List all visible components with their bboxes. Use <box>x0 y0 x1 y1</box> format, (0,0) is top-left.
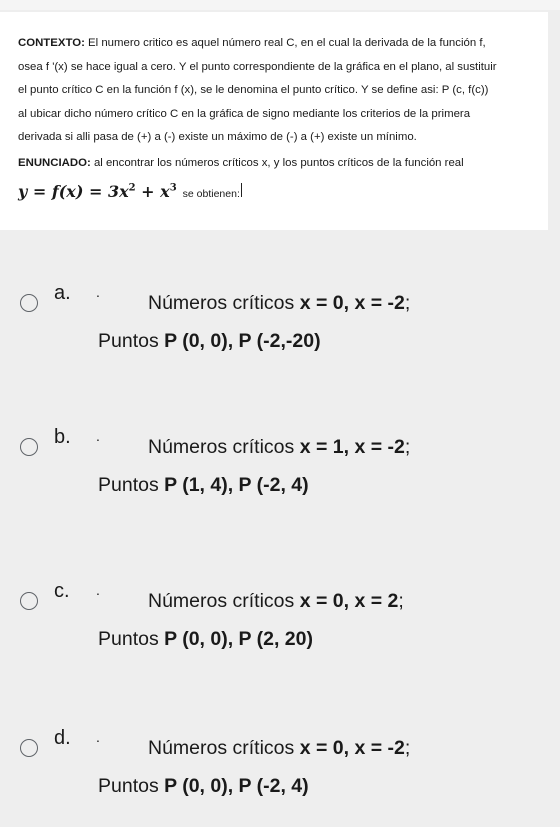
option-b-line1-values: x = 1, x = -2 <box>299 436 405 458</box>
statement-label: ENUNCIADO: <box>18 156 91 169</box>
option-d-radio[interactable] <box>20 739 38 757</box>
option-d[interactable] <box>0 727 548 827</box>
option-a-line1-suffix: ; <box>404 292 411 314</box>
option-c-letter: c. <box>54 580 70 602</box>
context-line-4: al ubicar dicho número crítico C en la gráfica de signo mediante los criterios de la primera <box>18 107 471 120</box>
option-a[interactable] <box>0 282 548 382</box>
top-strip <box>0 0 560 10</box>
option-b-line2-prefix: Puntos <box>98 474 165 496</box>
formula-mid: + x <box>135 181 170 201</box>
option-b-critical-numbers <box>148 436 410 459</box>
text-caret <box>241 183 242 197</box>
formula-exponent-1: 2 <box>128 182 136 194</box>
option-c-line2-values: P (0, 0), P (2, 20) <box>164 628 313 650</box>
option-c-dot: . <box>96 582 100 598</box>
formula-line <box>18 182 538 201</box>
option-d-points <box>98 775 309 798</box>
option-c-critical-numbers <box>148 590 404 613</box>
option-d-line1-prefix: Números críticos <box>148 737 300 759</box>
context-label: CONTEXTO: <box>18 37 85 49</box>
option-b-dot: . <box>96 428 100 444</box>
statement-text: al encontrar los números críticos x, y los puntos críticos de la función real <box>90 156 464 169</box>
option-a-line2-values: P (0, 0), P (-2,-20) <box>164 330 321 352</box>
option-c-line1-suffix: ; <box>398 590 404 612</box>
option-b-line2-values: P (1, 4), P (-2, 4) <box>164 474 309 496</box>
formula-exponent-2: 3 <box>169 182 177 194</box>
option-d-line1-values: x = 0, x = -2 <box>299 737 405 759</box>
option-a-critical-numbers <box>148 292 410 315</box>
option-d-letter: d. <box>54 727 71 749</box>
context-line-3: el punto crítico C en la función f (x), se le denomina el punto crítico. Y se define asi: P (c, f(c)) <box>18 84 489 97</box>
statement-paragraph <box>18 152 538 174</box>
option-a-line1-values: x = 0, x = -2 <box>299 292 405 314</box>
context-line-2: osea f '(x) se hace igual a cero. Y el punto correspondiente de la gráfica en el plano, al sustituir <box>18 60 497 73</box>
option-a-line1-prefix: Números críticos <box>148 292 300 314</box>
option-b-line1-suffix: ; <box>404 436 411 458</box>
option-d-line2-values: P (0, 0), P (-2, 4) <box>164 775 309 797</box>
option-b-letter: b. <box>54 426 71 448</box>
formula-prefix: y = f(x) = 3x <box>18 181 129 201</box>
function-formula <box>18 182 177 201</box>
option-a-letter: a. <box>54 282 71 304</box>
option-a-line2-prefix: Puntos <box>98 330 165 352</box>
option-c-line2-prefix: Puntos <box>98 628 165 650</box>
option-c-points <box>98 628 313 651</box>
option-d-line2-prefix: Puntos <box>98 775 165 797</box>
context-paragraph <box>18 32 538 150</box>
formula-tail: se obtienen: <box>182 187 240 200</box>
option-d-dot: . <box>96 729 100 745</box>
option-b-points <box>98 474 309 497</box>
option-a-points <box>98 330 321 353</box>
option-d-line1-suffix: ; <box>404 737 411 759</box>
context-line-5: derivada si alli pasa de (+) a (-) existe un máximo de (-) a (+) existe un mínimo. <box>18 131 417 144</box>
option-a-dot: . <box>96 284 100 300</box>
option-c-line1-values: x = 0, x = 2 <box>299 590 399 612</box>
context-line-1: El numero critico es aquel número real C, en el cual la derivada de la función f, <box>84 37 486 49</box>
option-b-radio[interactable] <box>20 438 38 456</box>
option-c-radio[interactable] <box>20 592 38 610</box>
option-a-radio[interactable] <box>20 294 38 312</box>
question-card <box>0 12 548 230</box>
option-b[interactable] <box>0 426 548 526</box>
option-d-critical-numbers <box>148 737 410 760</box>
option-b-line1-prefix: Números críticos <box>148 436 300 458</box>
option-c-line1-prefix: Números críticos <box>148 590 300 612</box>
option-c[interactable] <box>0 580 548 680</box>
